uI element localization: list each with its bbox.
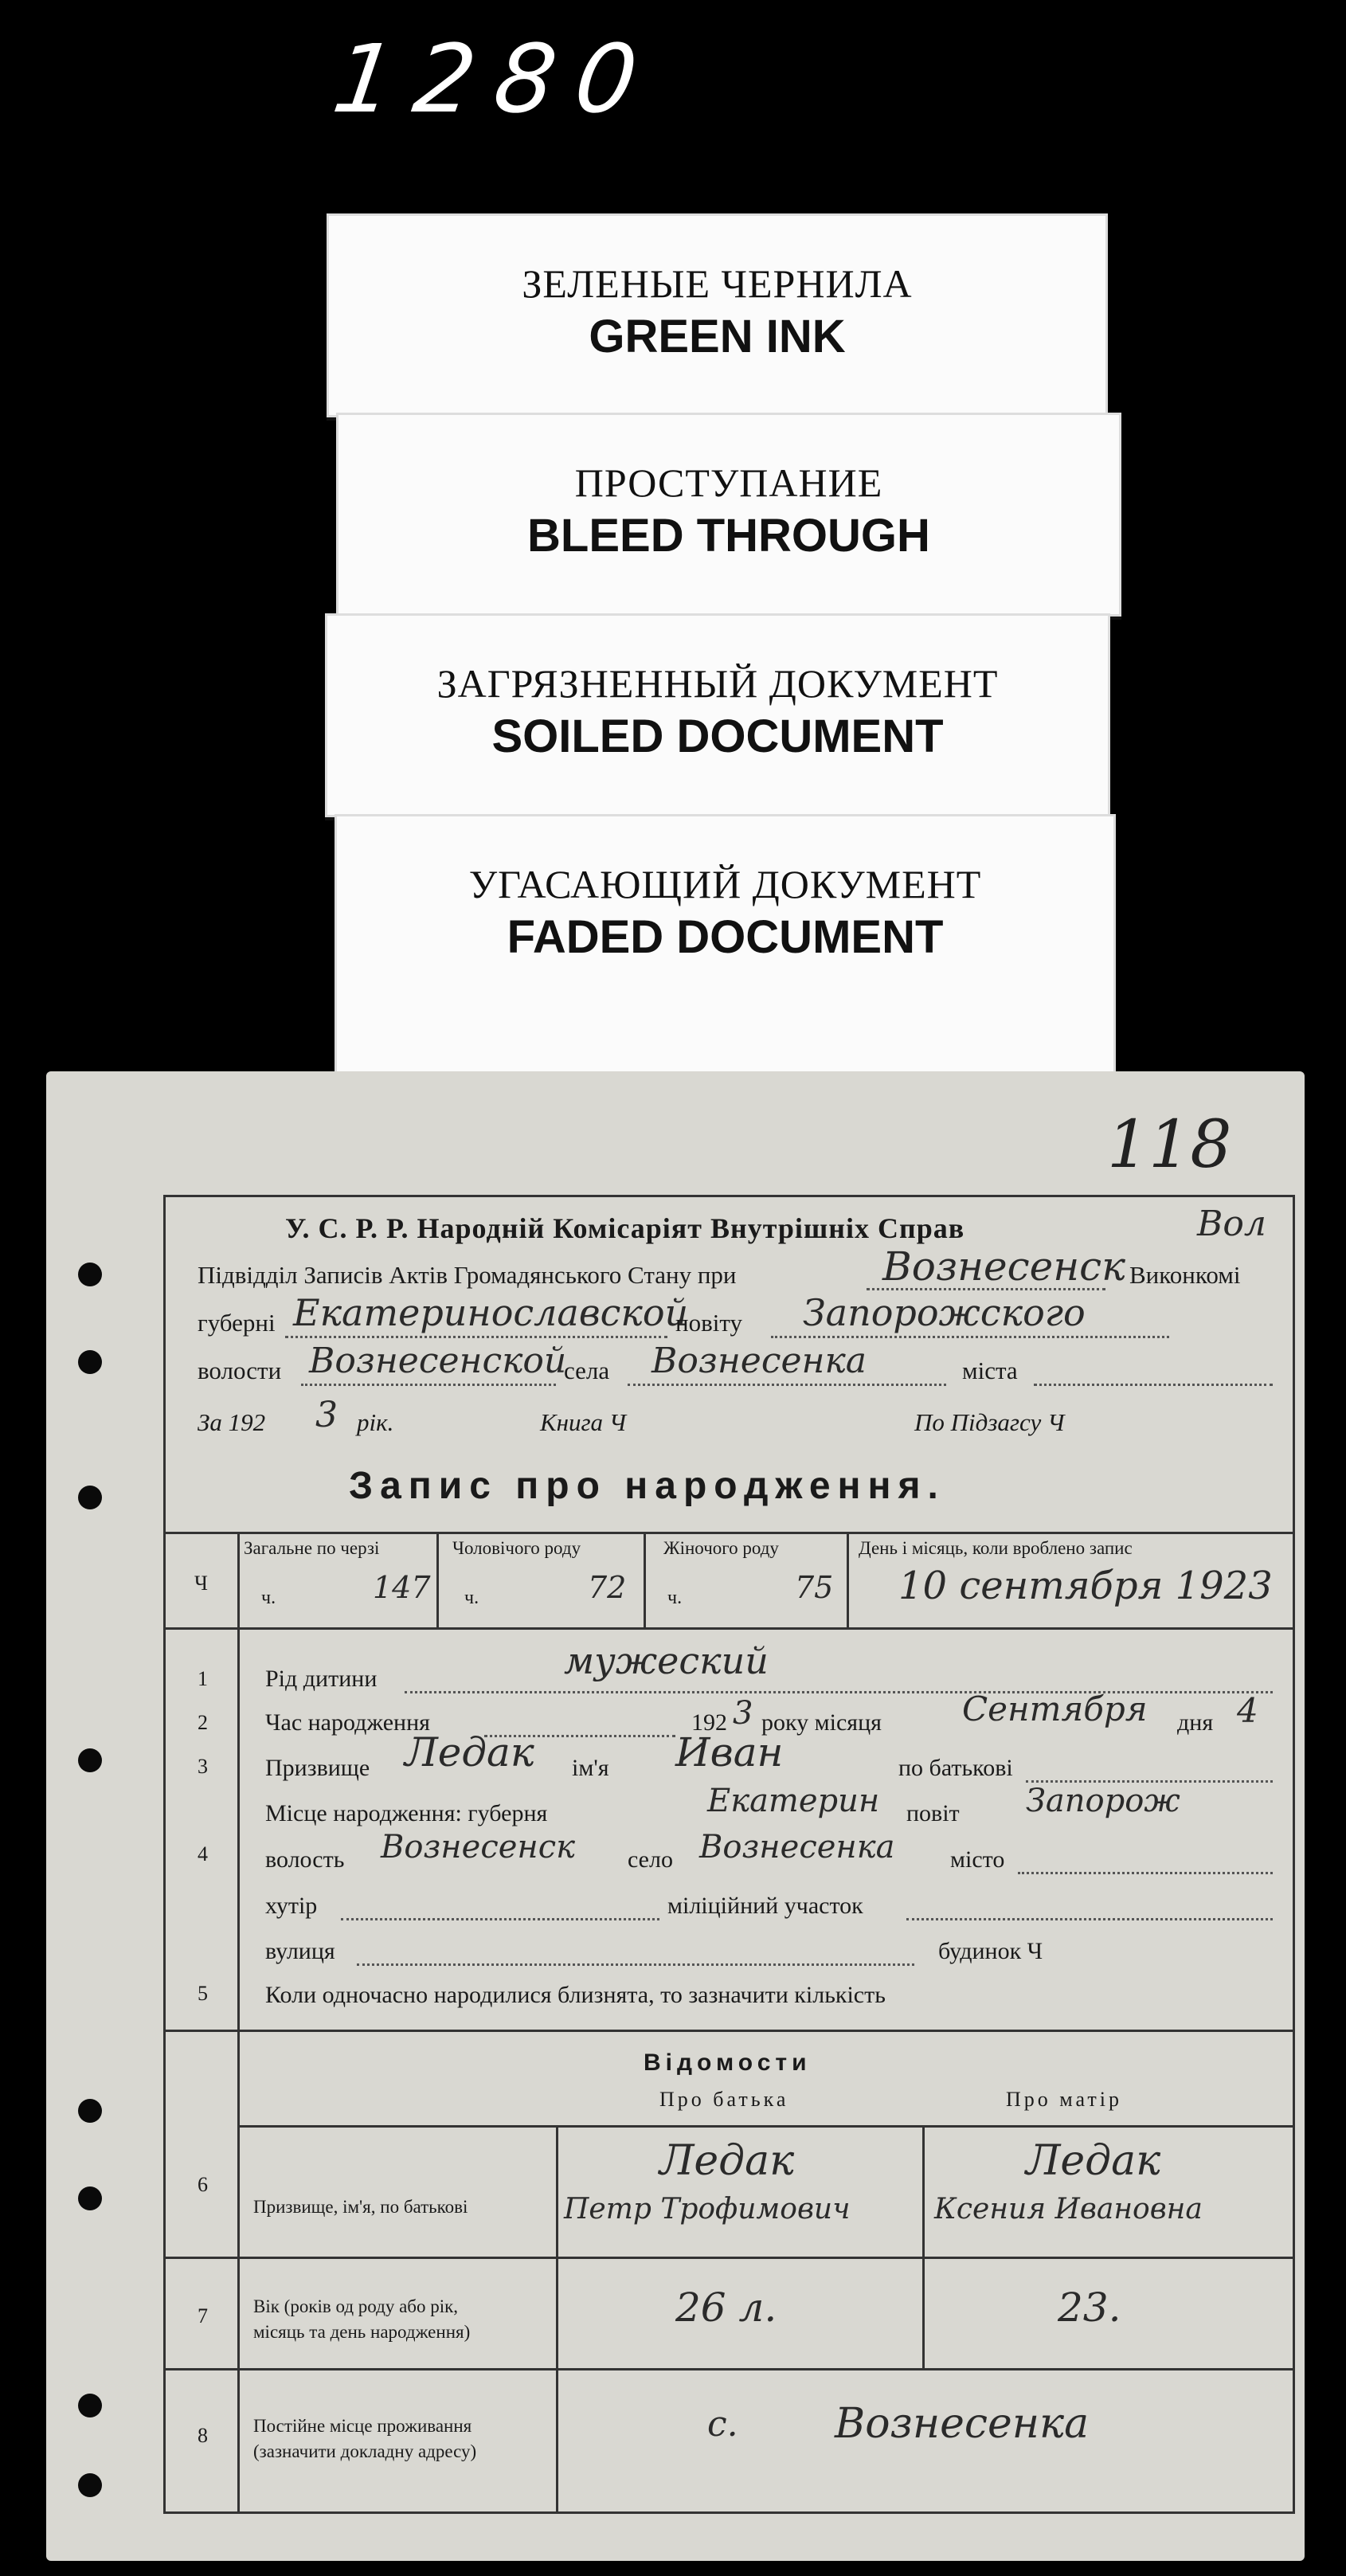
time-label: Час народження <box>265 1709 430 1736</box>
hw-volost: Вознесенск <box>381 1829 576 1865</box>
house-label: будинок Ч <box>938 1938 1043 1964</box>
volost-label: волость <box>265 1846 345 1873</box>
time-day-label: дня <box>1177 1709 1214 1736</box>
street-label: вулиця <box>265 1938 335 1964</box>
row-number: 2 <box>198 1711 208 1734</box>
row-number: 4 <box>198 1842 208 1865</box>
hw-sex: мужеский <box>564 1639 769 1682</box>
ch-small: ч. <box>667 1587 683 1608</box>
fio-label: Призвище, ім'я, по батькові <box>253 2197 468 2217</box>
header-line1: У. С. Р. Р. Народній Комісаріят Внутрішніх Справ <box>285 1212 965 1244</box>
header-line3-b: повіту <box>675 1309 742 1337</box>
selo-label: село <box>628 1846 673 1873</box>
note-ru: ЗАГРЯЗНЕННЫЙ ДОКУМЕНТ <box>436 661 999 706</box>
info-rule <box>166 2368 1293 2370</box>
note-en: FADED DOCUMENT <box>507 911 944 963</box>
hw-region: Екатеринославской <box>293 1291 689 1334</box>
dotted-line <box>1034 1384 1273 1386</box>
punch-hole <box>78 1350 102 1374</box>
note-en: SOILED DOCUMENT <box>491 711 944 762</box>
hw-residence-prefix: с. <box>707 2404 738 2445</box>
col-male: Чоловічого роду <box>452 1538 581 1558</box>
hw-district: Запорожского <box>803 1291 1086 1334</box>
header-line3-a: губерні <box>198 1309 276 1337</box>
misto-label: місто <box>950 1846 1005 1873</box>
info-rule <box>237 2125 1293 2128</box>
note-ru: УГАСАЮЩИЙ ДОКУМЕНТ <box>468 862 982 906</box>
note-soiled-document <box>325 613 1110 817</box>
header-line5-b: рік. <box>357 1408 394 1436</box>
birth-povit-label: повіт <box>906 1800 960 1826</box>
dotted-line <box>341 1918 659 1920</box>
ch-small: ч. <box>464 1587 479 1608</box>
hw-general-no: 147 <box>373 1570 431 1605</box>
hw-month: Сентября <box>962 1689 1148 1728</box>
birthplace-label: Місце народження: губерня <box>265 1800 548 1826</box>
row-number: 5 <box>198 1982 208 2005</box>
hw-mother-surname: Ледак <box>1026 2137 1161 2185</box>
residence-label-2: (зазначити докладну адресу) <box>253 2441 477 2461</box>
dotted-line <box>906 1918 1273 1920</box>
header-line2-post: Виконкомі <box>1129 1261 1241 1289</box>
hw-day: 4 <box>1237 1691 1258 1730</box>
record-title: Запис про народження. <box>349 1465 945 1507</box>
hw-selo: Вознесенка <box>699 1829 895 1865</box>
header-line5-d: По Підзагсу Ч <box>914 1408 1065 1436</box>
hw-birth-povit: Запорож <box>1026 1783 1180 1819</box>
col-ch: Ч <box>194 1572 208 1595</box>
row-number: 6 <box>198 2173 208 2196</box>
table-rule <box>166 1532 1293 1534</box>
hw-corner: Вол <box>1197 1204 1266 1244</box>
header-line2-pre: Підвідділ Записів Актів Громадянського Стану при <box>198 1261 737 1289</box>
punch-hole <box>78 2099 102 2123</box>
militia-label: міліційний участок <box>667 1893 863 1919</box>
header-line4-b: села <box>564 1357 610 1384</box>
table-divider <box>436 1532 439 1627</box>
header-line5-a: За 192 <box>198 1408 266 1436</box>
hw-father-age: 26 л. <box>675 2284 777 2331</box>
header-line5-c: Книга Ч <box>540 1408 627 1436</box>
khutir-label: хутір <box>265 1893 318 1919</box>
hw-name: Иван <box>675 1729 784 1775</box>
row-number: 8 <box>198 2424 208 2447</box>
time-year: 192 <box>691 1709 727 1736</box>
dotted-line <box>1018 1872 1273 1874</box>
info-father: Про батька <box>659 2088 789 2111</box>
time-month-label: року місяця <box>761 1709 882 1736</box>
note-faded-document <box>335 814 1116 1082</box>
residence-label-1: Постійне місце проживання <box>253 2416 472 2436</box>
table-divider <box>847 1532 849 1627</box>
col-general: Загальне по черзі <box>244 1538 380 1558</box>
punch-hole <box>78 2473 102 2497</box>
punch-hole <box>78 1748 102 1772</box>
hw-mother-name: Ксения Ивановна <box>934 2193 1203 2226</box>
table-divider <box>644 1532 646 1627</box>
info-rule <box>166 2257 1293 2259</box>
birth-record-form <box>163 1195 1295 2514</box>
row-number: 3 <box>198 1755 208 1778</box>
dotted-line <box>628 1384 946 1386</box>
hw-male-no: 72 <box>588 1570 627 1605</box>
header-line4-a: волости <box>198 1357 282 1384</box>
hw-executive: Вознесенск <box>882 1243 1126 1290</box>
dotted-line <box>301 1384 556 1386</box>
hw-surname: Ледак <box>405 1729 534 1775</box>
hw-father-name: Петр Трофимович <box>564 2193 851 2226</box>
hw-date-made: 10 сентября 1923 <box>898 1564 1273 1608</box>
table-rule <box>166 1627 1293 1630</box>
note-ru: ПРОСТУПАНИЕ <box>574 460 883 505</box>
info-mother: Про матір <box>1006 2088 1123 2111</box>
note-en: GREEN INK <box>589 311 846 362</box>
archive-number: 118 <box>1107 1107 1232 1183</box>
hw-father-surname: Ледак <box>659 2137 795 2185</box>
patronymic-label: по батькові <box>898 1755 1013 1781</box>
punch-hole <box>78 1263 102 1286</box>
table-divider <box>237 1532 240 1627</box>
note-ru: ЗЕЛЕНЫЕ ЧЕРНИЛА <box>522 261 913 306</box>
hw-female-no: 75 <box>795 1570 834 1605</box>
hw-mother-age: 23. <box>1058 2284 1121 2331</box>
hw-birth-gub: Екатерин <box>707 1783 880 1819</box>
dotted-line <box>285 1336 667 1338</box>
row-number: 7 <box>198 2304 208 2327</box>
age-label-2: місяць та день народження) <box>253 2322 471 2342</box>
age-label-1: Вік (років од роду або рік, <box>253 2296 459 2316</box>
name-label: ім'я <box>572 1755 609 1781</box>
col-female: Жіночого роду <box>663 1538 779 1558</box>
hw-village: Вознесенка <box>651 1341 867 1381</box>
frame-number: 1280 <box>327 24 665 134</box>
info-divider <box>556 2125 558 2511</box>
hw-residence: Вознесенка <box>835 2400 1090 2448</box>
sex-label: Рід дитини <box>265 1666 378 1692</box>
col-date-made: День і місяць, коли вроблено запис <box>859 1538 1133 1558</box>
info-divider <box>922 2125 925 2368</box>
hw-year: 3 <box>733 1695 753 1732</box>
hw-year-digit: 3 <box>315 1395 338 1435</box>
header-line4-c: міста <box>962 1357 1018 1384</box>
punch-hole <box>78 1486 102 1509</box>
surname-label: Призвище <box>265 1755 370 1781</box>
info-heading: Відомости <box>644 2049 812 2076</box>
twins-label: Коли одночасно народилися близнята, то зазначити кількість <box>265 1982 886 2008</box>
row-number: 1 <box>198 1667 208 1690</box>
note-bleed-through <box>336 413 1121 617</box>
note-green-ink <box>327 213 1108 417</box>
note-en: BLEED THROUGH <box>527 510 930 562</box>
row-number-divider <box>237 1627 240 2511</box>
dotted-line <box>357 1963 914 1966</box>
hw-volost: Вознесенской <box>309 1341 567 1381</box>
punch-hole <box>78 2186 102 2210</box>
punch-hole <box>78 2394 102 2417</box>
ch-small: ч. <box>261 1587 276 1608</box>
dotted-line <box>771 1336 1169 1338</box>
section-rule <box>166 2030 1293 2032</box>
